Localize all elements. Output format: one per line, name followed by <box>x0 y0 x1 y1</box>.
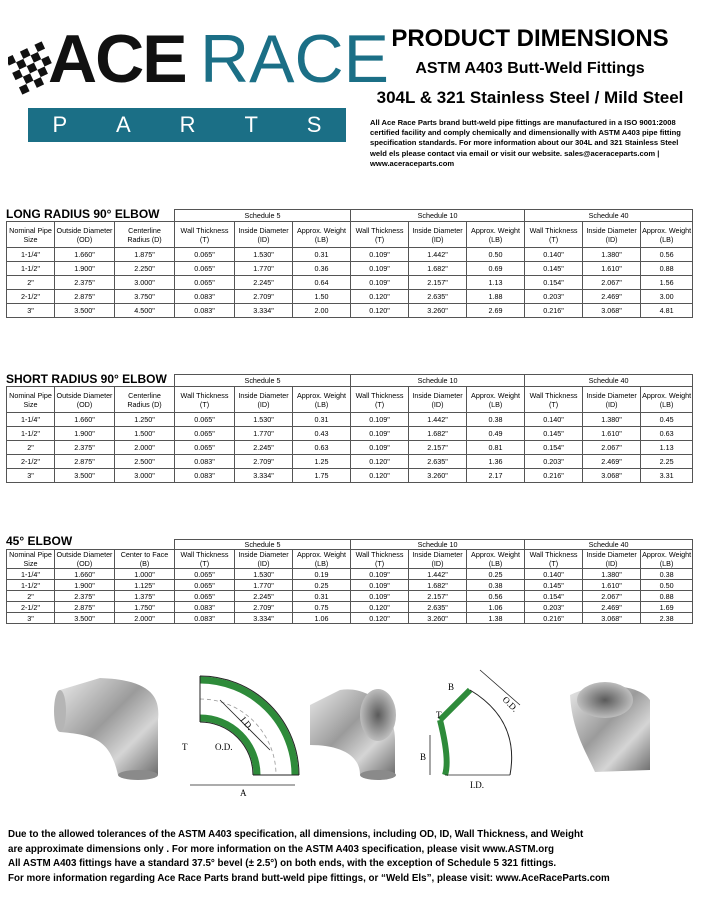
table-cell: 2.709" <box>235 602 293 613</box>
od-label-45: O.D. <box>500 694 521 714</box>
table-cell: 0.43 <box>293 427 351 441</box>
table-cell: 0.083" <box>175 602 235 613</box>
table-cell: 0.065" <box>175 248 235 262</box>
column-header: Inside Diameter (ID) <box>583 387 641 413</box>
table-cell: 1.25 <box>293 455 351 469</box>
table-corner <box>7 210 175 222</box>
table-cell: 3.500" <box>55 304 115 318</box>
table-cell: 3.260" <box>409 613 467 624</box>
column-header: Inside Diameter (ID) <box>235 387 293 413</box>
table-cell: 1-1/4" <box>7 413 55 427</box>
table-cell: 1-1/4" <box>7 248 55 262</box>
table-cell: 0.083" <box>175 613 235 624</box>
table-cell: 2-1/2" <box>7 455 55 469</box>
table-cell: 1.530" <box>235 569 293 580</box>
table-cell: 1.75 <box>293 469 351 483</box>
column-header: Approx. Weight (LB) <box>467 387 525 413</box>
table-cell: 2.25 <box>641 455 693 469</box>
table-cell: 2.635" <box>409 602 467 613</box>
table-cell: 2.000" <box>115 441 175 455</box>
table-cell: 2.875" <box>55 602 115 613</box>
table-cell: 1.56 <box>641 276 693 290</box>
table-cell: 1.900" <box>55 262 115 276</box>
footer-line: are approximate dimensions only . For more information on the ASTM A403 specification, please visit www.ASTM.org <box>8 843 555 855</box>
table-cell: 2.875" <box>55 290 115 304</box>
table-cell: 3" <box>7 469 55 483</box>
logo-letter: R <box>179 112 196 137</box>
table-row <box>7 248 693 262</box>
long-radius-elbow-photo <box>54 678 158 780</box>
table-cell: 2.17 <box>467 469 525 483</box>
table-cell: 1.610" <box>583 262 641 276</box>
table-cell: 1.13 <box>641 441 693 455</box>
table-row <box>7 290 693 304</box>
logo-word-race: RACE <box>200 21 389 97</box>
table-cell: 0.63 <box>293 441 351 455</box>
table-cell: 0.083" <box>175 455 235 469</box>
column-header: Approx. Weight (LB) <box>467 222 525 248</box>
table-cell: 2.635" <box>409 290 467 304</box>
table-cell: 0.065" <box>175 413 235 427</box>
table-cell: 1.380" <box>583 248 641 262</box>
table-cell: 0.140" <box>525 569 583 580</box>
table-cell: 0.065" <box>175 591 235 602</box>
table-cell: 1.770" <box>235 580 293 591</box>
schedule-header: Schedule 40 <box>525 375 693 387</box>
table-cell: 0.49 <box>467 427 525 441</box>
column-header: Approx. Weight (LB) <box>641 222 693 248</box>
table-cell: 0.120" <box>351 290 409 304</box>
table-cell: 3.068" <box>583 304 641 318</box>
table-cell: 2.709" <box>235 290 293 304</box>
table-cell: 4.81 <box>641 304 693 318</box>
table-cell: 1.06 <box>293 613 351 624</box>
table-cell: 0.120" <box>351 455 409 469</box>
table-cell: 0.50 <box>641 580 693 591</box>
table-cell: 1.125" <box>115 580 175 591</box>
table-cell: 3.334" <box>235 304 293 318</box>
table-cell: 1.06 <box>467 602 525 613</box>
table-corner <box>7 540 175 550</box>
table-cell: 1-1/2" <box>7 427 55 441</box>
table-cell: 2.00 <box>293 304 351 318</box>
table-cell: 0.38 <box>467 413 525 427</box>
table-cell: 1.660" <box>55 248 115 262</box>
table-row <box>7 441 693 455</box>
table-cell: 0.120" <box>351 304 409 318</box>
table-cell: 2.38 <box>641 613 693 624</box>
table-cell: 0.065" <box>175 580 235 591</box>
table-cell: 1.69 <box>641 602 693 613</box>
schedule-header: Schedule 5 <box>175 540 351 550</box>
table-cell: 1.000" <box>115 569 175 580</box>
od-label: O.D. <box>215 742 233 752</box>
table-cell: 3.000" <box>115 276 175 290</box>
column-header: Nominal Pipe Size <box>7 550 55 569</box>
table-cell: 3.334" <box>235 613 293 624</box>
table-row <box>7 276 693 290</box>
column-header: Wall Thickness (T) <box>351 550 409 569</box>
table-cell: 0.216" <box>525 469 583 483</box>
footer-line: Due to the allowed tolerances of the ASTM A403 specification, all dimensions, including OD, ID, Wall Thickness, and Weight <box>8 829 584 840</box>
table-cell: 1.88 <box>467 290 525 304</box>
table-cell: 0.25 <box>293 580 351 591</box>
column-header: Outside Diameter (OD) <box>55 222 115 248</box>
table-cell: 2-1/2" <box>7 602 55 613</box>
schedule-header: Schedule 40 <box>525 210 693 222</box>
table-cell: 2.375" <box>55 591 115 602</box>
table-cell: 0.64 <box>293 276 351 290</box>
column-header: Wall Thickness (T) <box>525 550 583 569</box>
table-cell: 0.88 <box>641 591 693 602</box>
table-cell: 0.065" <box>175 441 235 455</box>
footer-notes <box>8 828 713 886</box>
table-cell: 0.065" <box>175 262 235 276</box>
column-header: Inside Diameter (ID) <box>235 550 293 569</box>
column-header: Center to Face (B) <box>115 550 175 569</box>
table-cell: 0.109" <box>351 427 409 441</box>
footer-line: All ASTM A403 fittings have a standard 37.5° bevel (± 2.5°) on both ends, with the exception of Schedule 5 321 fittings. <box>8 858 557 869</box>
table-cell: 0.109" <box>351 580 409 591</box>
schedule-header: Schedule 40 <box>525 540 693 550</box>
table-cell: 0.083" <box>175 304 235 318</box>
table-cell: 2" <box>7 591 55 602</box>
table-cell: 2.067" <box>583 591 641 602</box>
table-cell: 0.75 <box>293 602 351 613</box>
section-title-45-elbow: 45° ELBOW <box>6 534 73 548</box>
column-header: Approx. Weight (LB) <box>467 550 525 569</box>
table-cell: 3.00 <box>641 290 693 304</box>
table-cell: 2.000" <box>115 613 175 624</box>
table-cell: 1.380" <box>583 569 641 580</box>
column-header: Inside Diameter (ID) <box>409 387 467 413</box>
table-cell: 0.50 <box>467 248 525 262</box>
table-cell: 0.109" <box>351 413 409 427</box>
short-radius-table <box>6 374 693 483</box>
logo-letter: S <box>306 112 322 137</box>
table-cell: 2" <box>7 441 55 455</box>
table-cell: 0.065" <box>175 276 235 290</box>
column-header: Outside Diameter (OD) <box>55 550 115 569</box>
schedule-header: Schedule 10 <box>351 540 525 550</box>
elbow-45-table <box>6 539 693 624</box>
column-header: Wall Thickness (T) <box>525 387 583 413</box>
column-header: Approx. Weight (LB) <box>642 550 692 568</box>
column-header: Nominal Pipe Size <box>7 222 55 248</box>
table-cell: 2.245" <box>235 276 293 290</box>
table-cell: 2.067" <box>583 276 641 290</box>
page-title: PRODUCT DIMENSIONS <box>391 25 669 52</box>
column-header: Approx. Weight (LB) <box>293 550 351 569</box>
table-cell: 1.900" <box>55 427 115 441</box>
table-cell: 2.69 <box>467 304 525 318</box>
table-cell: 1.500" <box>115 427 175 441</box>
table-cell: 1.380" <box>583 413 641 427</box>
table-cell: 3.750" <box>115 290 175 304</box>
table-cell: 2.157" <box>409 441 467 455</box>
table-cell: 3.334" <box>235 469 293 483</box>
table-cell: 1.36 <box>467 455 525 469</box>
table-row <box>7 262 693 276</box>
schedule-header: Schedule 5 <box>175 210 351 222</box>
table-row <box>7 427 693 441</box>
table-cell: 0.083" <box>175 290 235 304</box>
table-row <box>7 469 693 483</box>
table-cell: 1.660" <box>55 569 115 580</box>
logo-parts-bar <box>28 108 346 142</box>
table-row <box>7 569 693 580</box>
table-cell: 2.245" <box>235 441 293 455</box>
table-cell: 0.109" <box>351 262 409 276</box>
table-cell: 0.140" <box>525 248 583 262</box>
table-row <box>7 613 693 624</box>
table-cell: 2.875" <box>55 455 115 469</box>
elbow-45-diagram <box>420 670 520 790</box>
column-header: Wall Thickness (T) <box>175 387 235 413</box>
brand-logo <box>8 21 389 142</box>
table-cell: 0.203" <box>525 602 583 613</box>
table-cell: 1-1/4" <box>7 569 55 580</box>
table-cell: 2.157" <box>409 276 467 290</box>
table-cell: 3.068" <box>583 469 641 483</box>
material-subtitle: 304L & 321 Stainless Steel / Mild Steel <box>376 88 684 107</box>
table-cell: 0.145" <box>525 580 583 591</box>
table-cell: 0.19 <box>293 569 351 580</box>
logo-word-ace: ACE <box>48 21 186 97</box>
table-cell: 2.157" <box>409 591 467 602</box>
table-cell: 1.875" <box>115 248 175 262</box>
table-cell: 2.635" <box>409 455 467 469</box>
table-cell: 2.709" <box>235 455 293 469</box>
schedule-header: Schedule 10 <box>351 375 525 387</box>
table-cell: 1.250" <box>115 413 175 427</box>
table-cell: 3" <box>7 613 55 624</box>
table-cell: 0.38 <box>641 569 693 580</box>
table-cell: 1.442" <box>409 413 467 427</box>
table-cell: 1.50 <box>293 290 351 304</box>
table-cell: 1.610" <box>583 427 641 441</box>
table-row <box>7 413 693 427</box>
table-row <box>7 580 693 591</box>
b-label: B <box>420 752 427 762</box>
table-cell: 1.682" <box>409 580 467 591</box>
column-header: Inside Diameter (ID) <box>409 550 467 569</box>
fittings-illustrations <box>40 660 700 800</box>
table-cell: 4.500" <box>115 304 175 318</box>
table-cell: 0.203" <box>525 290 583 304</box>
table-cell: 1.13 <box>467 276 525 290</box>
table-cell: 3.260" <box>409 304 467 318</box>
b-label-top: B <box>448 682 455 692</box>
column-header: Centerline Radius (D) <box>115 387 175 413</box>
logo-letter: P <box>52 112 68 137</box>
table-cell: 3" <box>7 304 55 318</box>
table-cell: 2.250" <box>115 262 175 276</box>
column-header: Centerline Radius (D) <box>115 222 175 248</box>
table-row <box>7 304 693 318</box>
table-cell: 0.56 <box>467 591 525 602</box>
table-cell: 0.120" <box>351 469 409 483</box>
column-header: Approx. Weight (LB) <box>293 222 351 248</box>
table-cell: 1.442" <box>409 569 467 580</box>
column-header: Inside Diameter (ID) <box>583 550 641 569</box>
elbow-45-photo <box>570 682 650 772</box>
table-cell: 0.083" <box>175 469 235 483</box>
table-cell: 0.109" <box>351 591 409 602</box>
table-cell: 1.530" <box>235 248 293 262</box>
table-cell: 2.500" <box>115 455 175 469</box>
table-cell: 2-1/2" <box>7 290 55 304</box>
footer-line: For more information regarding Ace Race Parts brand butt-weld pipe fittings, or “Weld Els”, please visit: www.AceRaceParts.com <box>8 872 610 884</box>
column-header: Wall Thickness (T) <box>351 387 409 413</box>
logo-letter: T <box>244 112 258 137</box>
long-radius-table <box>6 209 693 318</box>
table-cell: 3.068" <box>583 613 641 624</box>
table-cell: 1.530" <box>235 413 293 427</box>
table-cell: 1.900" <box>55 580 115 591</box>
t-label: T <box>182 742 188 752</box>
intro-paragraph: All Ace Race Parts brand butt-weld pipe fittings are manufactured in a ISO 9001:2008 certified facility and comply chemically and dimensionally with ASTM A403 pipe fitting specification standards. For more information about our 304L and 321 Stainless Steel weld els please contact via email or visit our website. sales@aceraceparts.com | www.aceraceparts.com <box>370 118 681 168</box>
table-cell: 1.660" <box>55 413 115 427</box>
column-header: Outside Diameter (OD) <box>55 387 115 413</box>
table-cell: 0.88 <box>641 262 693 276</box>
page-subtitle: ASTM A403 Butt-Weld Fittings <box>415 60 645 77</box>
table-cell: 3.500" <box>55 613 115 624</box>
column-header: Inside Diameter (ID) <box>583 222 641 248</box>
section-title-short-radius: SHORT RADIUS 90° ELBOW <box>6 372 167 386</box>
table-cell: 0.109" <box>351 569 409 580</box>
table-cell: 0.154" <box>525 591 583 602</box>
column-header: Inside Diameter (ID) <box>409 222 467 248</box>
table-cell: 0.140" <box>525 413 583 427</box>
table-cell: 0.216" <box>525 613 583 624</box>
table-cell: 0.154" <box>525 276 583 290</box>
table-cell: 1-1/2" <box>7 262 55 276</box>
table-cell: 2.375" <box>55 276 115 290</box>
table-cell: 1-1/2" <box>7 580 55 591</box>
table-cell: 0.109" <box>351 441 409 455</box>
table-cell: 1.770" <box>235 427 293 441</box>
table-cell: 0.25 <box>467 569 525 580</box>
table-cell: 0.31 <box>293 591 351 602</box>
table-cell: 0.56 <box>641 248 693 262</box>
table-corner <box>7 375 175 387</box>
table-cell: 0.63 <box>641 427 693 441</box>
table-cell: 1.375" <box>115 591 175 602</box>
table-cell: 1.442" <box>409 248 467 262</box>
table-cell: 2.067" <box>583 441 641 455</box>
table-cell: 0.145" <box>525 262 583 276</box>
t-label-45: T <box>436 710 442 720</box>
table-cell: 0.145" <box>525 427 583 441</box>
table-cell: 0.109" <box>351 248 409 262</box>
column-header: Wall Thickness (T) <box>175 550 235 569</box>
column-header: Approx. Weight (LB) <box>641 387 693 413</box>
table-cell: 1.38 <box>467 613 525 624</box>
table-cell: 0.36 <box>293 262 351 276</box>
column-header: Inside Diameter (ID) <box>235 222 293 248</box>
table-cell: 1.682" <box>409 427 467 441</box>
column-header: Wall Thickness (T) <box>525 222 583 248</box>
table-cell: 0.81 <box>467 441 525 455</box>
column-header: Wall Thickness (T) <box>351 222 409 248</box>
table-cell: 2.375" <box>55 441 115 455</box>
section-title-long-radius: LONG RADIUS 90° ELBOW <box>6 207 160 221</box>
table-cell: 2.469" <box>583 455 641 469</box>
table-cell: 0.109" <box>351 276 409 290</box>
table-cell: 0.065" <box>175 569 235 580</box>
table-cell: 3.31 <box>641 469 693 483</box>
table-cell: 2.245" <box>235 591 293 602</box>
table-cell: 0.065" <box>175 427 235 441</box>
table-cell: 0.120" <box>351 602 409 613</box>
table-cell: 1.610" <box>583 580 641 591</box>
table-cell: 2" <box>7 276 55 290</box>
table-cell: 0.154" <box>525 441 583 455</box>
a-label: A <box>240 788 247 798</box>
column-header: Nominal Pipe Size <box>7 387 55 413</box>
table-cell: 0.203" <box>525 455 583 469</box>
id-label: I.D. <box>238 714 256 733</box>
logo-letter: A <box>116 112 131 137</box>
short-radius-elbow-photo <box>310 689 396 780</box>
table-cell: 1.770" <box>235 262 293 276</box>
table-cell: 0.31 <box>293 248 351 262</box>
table-cell: 0.216" <box>525 304 583 318</box>
table-cell: 0.69 <box>467 262 525 276</box>
table-cell: 3.500" <box>55 469 115 483</box>
table-row <box>7 602 693 613</box>
table-cell: 0.45 <box>641 413 693 427</box>
column-header: Approx. Weight (LB) <box>293 387 351 413</box>
table-row <box>7 591 693 602</box>
table-cell: 1.750" <box>115 602 175 613</box>
long-radius-elbow-diagram <box>182 676 299 798</box>
table-cell: 0.120" <box>351 613 409 624</box>
table-cell: 2.469" <box>583 602 641 613</box>
table-cell: 0.38 <box>467 580 525 591</box>
schedule-header: Schedule 5 <box>175 375 351 387</box>
table-cell: 2.469" <box>583 290 641 304</box>
table-cell: 3.000" <box>115 469 175 483</box>
column-header: Wall Thickness (T) <box>175 222 235 248</box>
table-cell: 3.260" <box>409 469 467 483</box>
table-cell: 1.682" <box>409 262 467 276</box>
schedule-header: Schedule 10 <box>351 210 525 222</box>
table-cell: 0.31 <box>293 413 351 427</box>
id-label-45: I.D. <box>470 780 484 790</box>
table-row <box>7 455 693 469</box>
